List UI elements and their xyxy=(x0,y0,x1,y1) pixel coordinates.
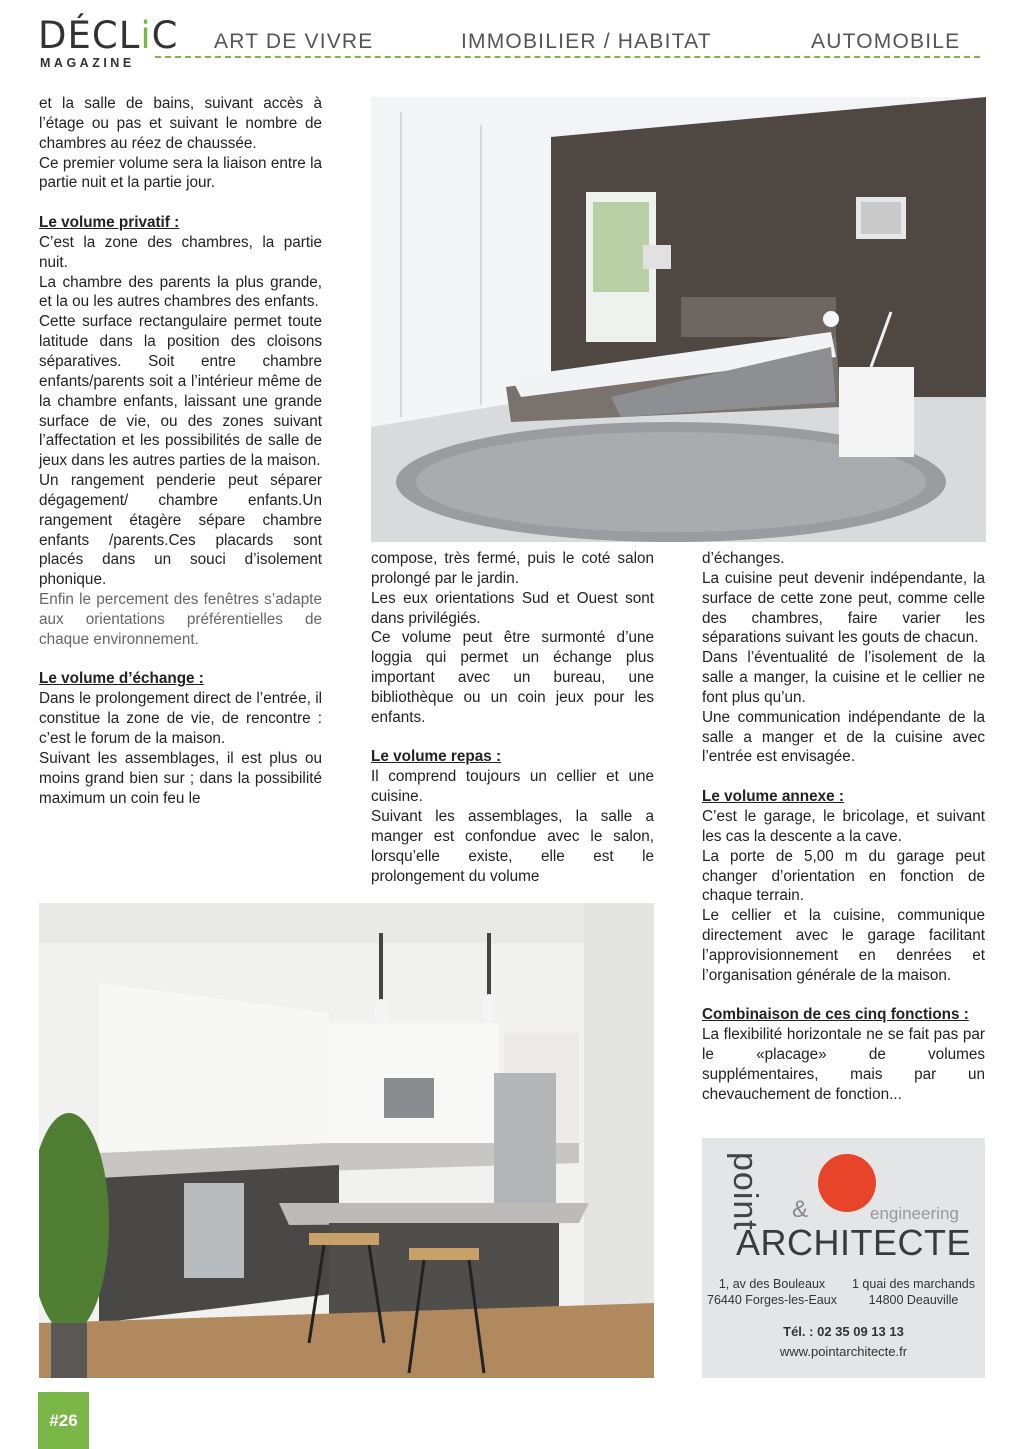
paragraph: La chambre des parents la plus grande, et la ou les autres chambres des enfants. xyxy=(39,273,322,311)
address-line: 1 quai des marchands xyxy=(852,1277,975,1291)
paragraph: Ce premier volume sera la liaison entre la partie nuit et la partie jour. xyxy=(39,154,322,192)
paragraph: C’est le garage, le bricolage, et suivant les cas la descente a la cave. xyxy=(702,807,985,845)
logo-declic[interactable] xyxy=(38,16,178,56)
point-architecte-ad[interactable] xyxy=(702,1138,985,1378)
ad-logo-ampersand: & xyxy=(792,1196,809,1223)
paragraph: Suivant les assemblages, il est plus ou moins grand bien sur ; dans la possibilité maximum un coin feu le xyxy=(39,749,322,807)
address-line: 76440 Forges-les-Eaux xyxy=(707,1293,837,1307)
page-number-badge: #26 xyxy=(38,1392,89,1449)
paragraph: Suivant les assemblages, la salle a manger est confondue avec le salon, lorsqu’elle existe, elle est le prolongement du volume xyxy=(371,807,654,885)
ad-address-forges xyxy=(702,1276,842,1308)
paragraph: Ce volume peut être surmonté d’une loggia qui permet un échange plus important avec un bureau, une bibliothèque ou un coin jeux pour les enfants. xyxy=(371,629,654,726)
paragraph: d’échanges. xyxy=(702,550,785,567)
paragraph: Une communication indépendante de la salle a manger et de la cuisine avec l’entrée est envisagée. xyxy=(702,708,985,766)
ad-logo-engineering: engineering xyxy=(870,1204,959,1223)
column-3 xyxy=(702,549,985,1105)
logo-text-c: C xyxy=(151,14,179,57)
paragraph: compose, très fermé, puis le coté salon prolongé par le jardin. xyxy=(371,550,654,587)
paragraph: Cette surface rectangulaire permet toute latitude dans la position des cloisons séparatives. Soit entre chambre enfants/parents soit a l’intérieur même de la chambre enfants, laissant une grande surface de vie, ou des zones suivant l’affectation et les possibilités de salle de jeux dans les autres parties de la maison. xyxy=(39,313,322,470)
logo-text-a: DÉCL xyxy=(38,14,141,57)
ad-logo-architecte: ARCHITECTE xyxy=(736,1222,972,1263)
paragraph: Il comprend toujours un cellier et une cuisine. xyxy=(371,768,654,806)
column-1 xyxy=(39,94,322,808)
ad-website-link[interactable]: www.pointarchitecte.fr xyxy=(779,1344,908,1359)
address-line: 14800 Deauville xyxy=(868,1293,959,1307)
section-heading-volume-repas: Le volume repas : xyxy=(371,748,502,766)
column-2 xyxy=(371,549,654,886)
section-heading-volume-privatif: Le volume privatif : xyxy=(39,214,180,232)
kitchen-illustration xyxy=(39,903,654,1378)
paragraph: C’est la zone des chambres, la partie nuit. xyxy=(39,233,322,271)
nav-immobilier-habitat[interactable]: IMMOBILIER / HABITAT xyxy=(461,30,712,53)
paragraph: La porte de 5,00 m du garage peut changer d’orientation en fonction de chaque terrain. xyxy=(702,847,985,905)
paragraph: Un rangement penderie peut séparer dégagement/ chambre enfants.Un rangement étagère sépare chambre enfants /parents.Ces placards sont placés dans un souci d’isolement phonique. xyxy=(39,472,322,589)
address-line: 1, av des Bouleaux xyxy=(718,1277,826,1291)
bedroom-illustration xyxy=(371,97,986,542)
logo-text-accent: i xyxy=(140,14,152,57)
paragraph: Dans l’éventualité de l’isolement de la salle a manger, la cuisine et le cellier ne font plus qu’un. xyxy=(702,649,985,706)
kitchen-photo xyxy=(39,903,654,1378)
logo-circle-icon xyxy=(818,1154,876,1212)
logo-subtitle: MAGAZINE xyxy=(40,56,135,70)
nav-automobile[interactable]: AUTOMOBILE xyxy=(811,30,961,53)
paragraph: Dans le prolongement direct de l’entrée, il constitue la zone de vie, de rencontre : c’est le forum de la maison. xyxy=(39,690,322,747)
paragraph: et la salle de bains, suivant accès à l’étage ou pas et suivant le nombre de chambres au réez de chaussée. xyxy=(39,95,322,152)
paragraph: Les eux orientations Sud et Ouest sont dans privilégiés. xyxy=(371,589,654,627)
ad-address-deauville xyxy=(842,1276,985,1308)
paragraph: La cuisine peut devenir indépendante, la surface de cette zone peut, comme celle des chambres, faire varier les séparations suivant les gouts de chacun. xyxy=(702,569,985,647)
section-heading-volume-annexe: Le volume annexe : xyxy=(702,788,844,806)
header-divider xyxy=(155,56,980,58)
ad-logo-point: point xyxy=(726,1152,764,1231)
bedroom-photo xyxy=(371,97,986,542)
section-heading-volume-echange: Le volume d’échange : xyxy=(39,670,204,688)
section-heading-combinaison: Combinaison de ces cinq fonctions : xyxy=(702,1006,969,1024)
paragraph: Le cellier et la cuisine, communique directement avec le garage facilitant l’approvisionnement en denrées et l’organisation générale de la maison. xyxy=(702,907,985,984)
paragraph: Enfin le percement des fenêtres s’adapte aux orientations préférentielles de chaque environnement. xyxy=(39,591,322,648)
ad-phone[interactable]: Tél. : 02 35 09 13 13 xyxy=(783,1324,904,1339)
paragraph: La flexibilité horizontale ne se fait pas par le «placage» de volumes supplémentaires, mais par un chevauchement de fonction... xyxy=(702,1026,985,1103)
nav-art-de-vivre[interactable]: ART DE VIVRE xyxy=(214,30,374,53)
